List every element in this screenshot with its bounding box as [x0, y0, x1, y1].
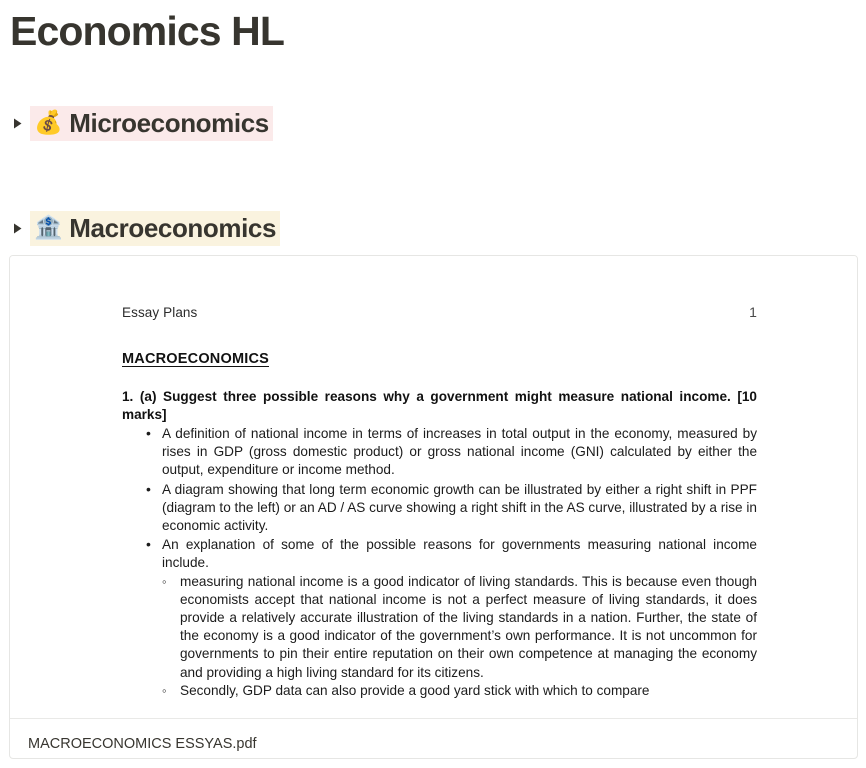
toggle-label-text: Macroeconomics — [69, 212, 277, 243]
list-item: ◦ Secondly, GDP data can also provide a good yard stick with which to compare — [180, 682, 757, 700]
toggle-block-macroeconomics[interactable] — [0, 210, 866, 246]
toggle-title-macroeconomics[interactable] — [30, 211, 280, 246]
document-page-number: 1 — [749, 304, 757, 320]
document-section-title: MACROECONOMICS — [122, 351, 269, 367]
document-bullet-list — [122, 425, 757, 573]
toggle-label-text: Microeconomics — [69, 107, 269, 138]
list-item: ◦ measuring national income is a good indicator of living standards. This is because even though economists accept that national income is not a perfect measure of living standards, it does provide a relatively accurate illustration of the living standards in a nation. Further, the state of the economy is a good indicator of the government’s own performance. It is not uncommon for governments to pin their entire reputation on their own competence at managing the economy and providing a high living standard for its citizens. — [180, 573, 757, 682]
toggle-block-microeconomics[interactable] — [0, 105, 866, 141]
list-item: • A diagram showing that long term economic growth can be illustrated by either a right shift in PPF (diagram to the left) or an AD / AS curve showing a right shift in the AS curve, illustrated by a rise in economic activity. — [162, 481, 757, 536]
document-running-header — [122, 304, 757, 321]
toggle-title-microeconomics[interactable] — [30, 106, 273, 141]
pdf-page-1 — [10, 256, 857, 700]
pdf-embed-block[interactable] — [9, 255, 858, 759]
running-header-text: Essay Plans — [122, 305, 198, 320]
page-title: Economics HL — [10, 8, 284, 54]
bank-emoji: 🏦 — [34, 215, 63, 241]
pdf-file-name[interactable]: MACROECONOMICS ESSYAS.pdf — [28, 736, 257, 752]
money-bag-emoji: 💰 — [34, 110, 63, 136]
pdf-preview-viewport[interactable] — [10, 256, 857, 718]
list-item: • A definition of national income in terms of increases in total output in the economy, measured by rises in GDP (gross domestic product) or gross national income (GNI) calculated by either the output, expenditure or income method. — [162, 425, 757, 480]
document-sub-bullet-list — [122, 573, 757, 700]
document-question: 1. (a) Suggest three possible reasons why a government might measure national income. [10 marks] — [122, 389, 757, 422]
toggle-chevron-right-icon[interactable] — [12, 223, 30, 234]
toggle-chevron-right-icon[interactable] — [12, 118, 30, 129]
list-item: • An explanation of some of the possible reasons for governments measuring national income include. — [162, 536, 757, 572]
pdf-caption-bar — [10, 718, 857, 758]
